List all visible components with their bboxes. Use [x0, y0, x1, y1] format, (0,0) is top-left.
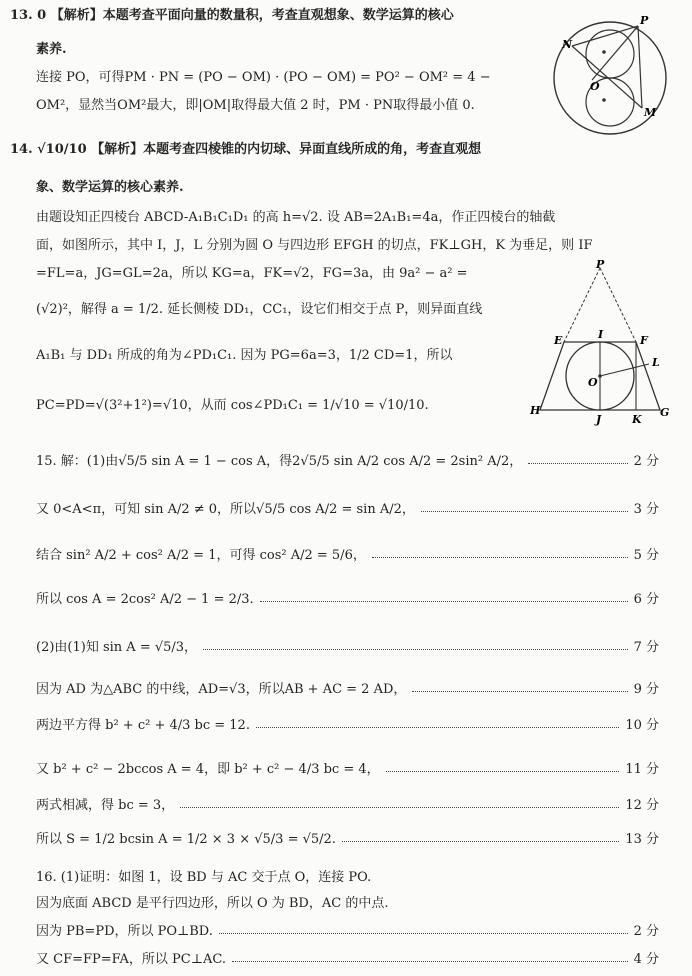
score-label: 2 分 [633, 453, 659, 469]
score-label: 13 分 [625, 831, 659, 847]
score-label: 10 分 [625, 717, 659, 733]
q15-step-10: 所以 S = 1/2 bcsin A = 1/2 × 3 × √5/3 = √5/2. 13 分 [36, 826, 659, 848]
q14-label-I: I [598, 328, 604, 341]
q16-step-1: 因为 PB=PD，所以 PO⊥BD. 2 分 [36, 918, 659, 940]
q14-trapezoid-figure [528, 260, 668, 428]
q14-label-J: J [596, 413, 602, 426]
q13-line-4: OM²，显然当OM²最大，即|OM|取得最大值 2 时，PM · PN取得最小值 0. [36, 98, 475, 113]
q14-line-5: =FL=a，JG=GL=2a，所以 KG=a，FK=√2，FG=3a，由 9a² − a² = [36, 266, 468, 281]
score-label: 12 分 [625, 797, 659, 813]
score-label: 5 分 [633, 547, 659, 563]
q13-circle-figure [550, 8, 680, 136]
q14-line-3: 由题设知正四棱台 ABCD-A₁B₁C₁D₁ 的高 h=√2. 设 AB=2A₁B₁=4a，作正四棱台的轴截 [36, 210, 556, 225]
q13-label-P: P [640, 14, 649, 27]
q14-line-8: PC=PD=√(3²+1²)=√10，从而 cos∠PD₁C₁ = 1/√10 = √10/10. [36, 398, 429, 413]
q14-label-O: O [588, 376, 598, 389]
score-label: 4 分 [633, 951, 659, 967]
q13-label-O: O [590, 80, 600, 93]
q13-line-3: 连接 PO，可得PM · PN = (PO − OM) · (PO − OM) = PO² − OM² = 4 − [36, 70, 491, 85]
q15-step-1: 15. 解：(1)由√5/5 sin A = 1 − cos A，得2√5/5 sin A/2 cos A/2 = 2sin² A/2， 2 分 [36, 448, 659, 470]
q14-label-P: P [596, 258, 605, 271]
q15-step-3: 结合 sin² A/2 + cos² A/2 = 1，可得 cos² A/2 = 5/6， 5 分 [36, 542, 659, 564]
q13-header: 13. 0 【解析】本题考查平面向量的数量积，考查直观想象、数学运算的核心 [10, 8, 454, 23]
q13-label-M: M [644, 106, 657, 119]
q15-step-4: 所以 cos A = 2cos² A/2 − 1 = 2/3. 6 分 [36, 586, 659, 608]
q14-label-H: H [530, 404, 541, 417]
q15-step-9: 两式相减，得 bc = 3， 12 分 [36, 792, 659, 814]
q13-label-N: N [562, 38, 573, 51]
score-label: 11 分 [625, 761, 659, 777]
q14-line-2: 象、数学运算的核心素养. [36, 180, 184, 195]
score-label: 9 分 [633, 681, 659, 697]
score-label: 6 分 [633, 591, 659, 607]
q15-step-2: 又 0<A<π，可知 sin A/2 ≠ 0，所以√5/5 cos A/2 = sin A/2， 3 分 [36, 496, 659, 518]
q14-line-4: 面，如图所示，其中 I，J，L 分别为圆 O 与四边形 EFGH 的切点，FK⊥GH，K 为垂足，则 IF [36, 238, 593, 253]
q14-line-6: (√2)²，解得 a = 1/2. 延长侧棱 DD₁，CC₁，设它们相交于点 P，则异面直线 [36, 302, 483, 317]
q13-line-2: 素养. [36, 42, 67, 57]
q14-label-G: G [660, 406, 670, 419]
q14-label-K: K [632, 413, 642, 426]
q16-line-2: 因为底面 ABCD 是平行四边形，所以 O 为 BD，AC 的中点. [36, 896, 389, 911]
q15-step-6: 因为 AD 为△ABC 的中线，AD=√3，所以AB + AC = 2 AD， 9 分 [36, 676, 659, 698]
q15-step-5: (2)由(1)知 sin A = √5/3， 7 分 [36, 634, 659, 656]
q15-step-8: 又 b² + c² − 2bccos A = 4，即 b² + c² − 4/3 bc = 4， 11 分 [36, 756, 659, 778]
q15-step-7: 两边平方得 b² + c² + 4/3 bc = 12. 10 分 [36, 712, 659, 734]
q14-header: 14. √10/10 【解析】本题考查四棱锥的内切球、异面直线所成的角，考查直观想 [10, 142, 482, 157]
score-label: 2 分 [633, 923, 659, 939]
q14-label-E: E [554, 334, 563, 347]
q14-line-7: A₁B₁ 与 DD₁ 所成的角为∠PD₁C₁. 因为 PG=6a=3，1/2 CD=1，所以 [36, 348, 453, 363]
q16-line-1: 16. (1)证明：如图 1，设 BD 与 AC 交于点 O，连接 PO. [36, 870, 372, 885]
q14-label-F: F [640, 334, 648, 347]
score-label: 7 分 [633, 639, 659, 655]
q14-label-L: L [652, 356, 660, 369]
score-label: 3 分 [633, 501, 659, 517]
q16-step-2: 又 CF=FP=FA，所以 PC⊥AC. 4 分 [36, 946, 659, 968]
